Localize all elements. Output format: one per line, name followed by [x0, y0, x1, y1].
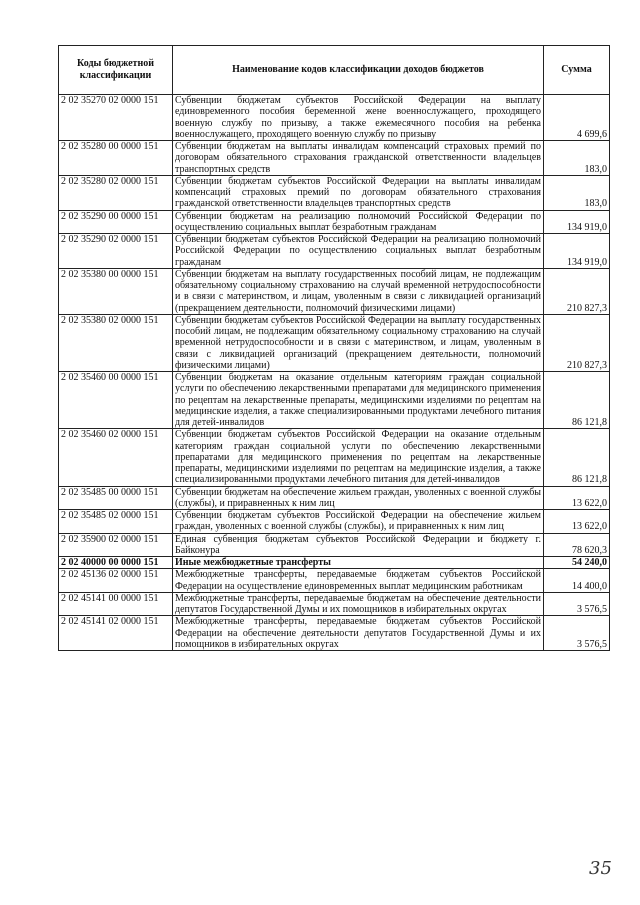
table-row [59, 234, 610, 269]
row-name: Межбюджетные трансферты, передаваемые бюджетам субъектов Российской Федерации на обеспечение деятельности депутатов Государственной Думы и их помощников в избирательных округах [173, 616, 544, 651]
row-code: 2 02 45136 02 0000 151 [59, 569, 173, 593]
table-row [59, 569, 610, 593]
row-name: Субвенции бюджетам субъектов Российской Федерации на реализацию полномочий Российской Федерации по осуществлению социальных выплат безработным гражданам [173, 234, 544, 269]
row-code: 2 02 35290 00 0000 151 [59, 210, 173, 234]
budget-classification-table [58, 45, 610, 651]
table-row [59, 210, 610, 234]
row-sum: 86 121,8 [544, 372, 610, 429]
row-sum: 13 622,0 [544, 486, 610, 510]
table-body [59, 95, 610, 651]
row-code: 2 02 35485 00 0000 151 [59, 486, 173, 510]
table-row [59, 429, 610, 486]
row-code: 2 02 35460 02 0000 151 [59, 429, 173, 486]
row-sum: 4 699,6 [544, 95, 610, 141]
row-name: Субвенции бюджетам на выплату государственных пособий лицам, не подлежащим обязательному социальному страхованию на случай временной нетрудоспособности и в связи с материнством, и лицам, уволенным в связи с ликвидацией организаций (прекращением деятельности, полномочий физическими лицами) [173, 268, 544, 314]
row-name: Субвенции бюджетам субъектов Российской Федерации на оказание отдельным категориям граждан социальной услуги по обеспечению лекарственными препаратами для медицинского применения по рецептам на лекарственные препараты, медицинскими изделиями по рецептам на медицинские изделия, а также специализированными продуктами лечебного питания для детей-инвалидов [173, 429, 544, 486]
row-code: 2 02 35900 02 0000 151 [59, 533, 173, 557]
row-code: 2 02 35380 02 0000 151 [59, 314, 173, 371]
row-name: Межбюджетные трансферты, передаваемые бюджетам субъектов Российской Федерации на осуществление единовременных выплат медицинским работникам [173, 569, 544, 593]
table-row [59, 533, 610, 557]
row-name: Субвенции бюджетам субъектов Российской Федерации на обеспечение жильем граждан, уволенных с военной службы (службы), и приравненных к ним лиц [173, 510, 544, 534]
table-row [59, 95, 610, 141]
row-code: 2 02 45141 00 0000 151 [59, 592, 173, 616]
row-sum: 210 827,3 [544, 314, 610, 371]
row-code: 2 02 35280 02 0000 151 [59, 175, 173, 210]
row-name: Субвенции бюджетам на реализацию полномочий Российской Федерации по осуществлению социальных выплат безработным гражданам [173, 210, 544, 234]
row-sum: 78 620,3 [544, 533, 610, 557]
table-header-row [59, 46, 610, 95]
table-row [59, 175, 610, 210]
row-sum: 183,0 [544, 175, 610, 210]
row-sum: 13 622,0 [544, 510, 610, 534]
page-number: 35 [589, 858, 612, 879]
row-code: 2 02 40000 00 0000 151 [59, 557, 173, 569]
row-name: Межбюджетные трансферты, передаваемые бюджетам на обеспечение деятельности депутатов Государственной Думы и их помощников в избирательных округах [173, 592, 544, 616]
row-name: Субвенции бюджетам на обеспечение жильем граждан, уволенных с военной службы (службы), и приравненных к ним лиц [173, 486, 544, 510]
row-sum: 54 240,0 [544, 557, 610, 569]
budget-table-page [58, 45, 609, 651]
row-sum: 3 576,5 [544, 616, 610, 651]
row-name: Субвенции бюджетам субъектов Российской Федерации на выплату государственных пособий лицам, не подлежащим обязательному социальному страхованию на случай временной нетрудоспособности и в связи с материнством, и лицам, уволенным в связи с ликвидацией организаций (прекращением деятельности, полномочий физическими лицами) [173, 314, 544, 371]
table-row [59, 141, 610, 176]
row-sum: 183,0 [544, 141, 610, 176]
row-code: 2 02 35270 02 0000 151 [59, 95, 173, 141]
row-sum: 134 919,0 [544, 234, 610, 269]
row-sum: 210 827,3 [544, 268, 610, 314]
row-code: 2 02 35460 00 0000 151 [59, 372, 173, 429]
row-name: Единая субвенция бюджетам субъектов Российской Федерации и бюджету г. Байконура [173, 533, 544, 557]
row-code: 2 02 35485 02 0000 151 [59, 510, 173, 534]
header-sum: Сумма [544, 46, 610, 95]
table-row [59, 486, 610, 510]
table-row [59, 314, 610, 371]
table-row [59, 557, 610, 569]
header-name: Наименование кодов классификации доходов бюджетов [173, 46, 544, 95]
row-sum: 86 121,8 [544, 429, 610, 486]
row-name: Субвенции бюджетам на оказание отдельным категориям граждан социальной услуги по обеспечению лекарственными препаратами для медицинского применения по рецептам на лекарственные препараты, медицинскими изделиями по рецептам на медицинские изделия, а также специализированными продуктами лечебного питания для детей-инвалидов [173, 372, 544, 429]
row-sum: 14 400,0 [544, 569, 610, 593]
row-sum: 134 919,0 [544, 210, 610, 234]
table-row [59, 592, 610, 616]
table-row [59, 616, 610, 651]
row-name: Иные межбюджетные трансферты [173, 557, 544, 569]
row-name: Субвенции бюджетам субъектов Российской Федерации на выплаты инвалидам компенсаций страховых премий по договорам обязательного страхования гражданской ответственности владельцев транспортных средств [173, 175, 544, 210]
row-name: Субвенции бюджетам субъектов Российской Федерации на выплату единовременного пособия беременной жене военнослужащего, проходящего военную службу по призыву, а также ежемесячного пособия на ребенка военнослужащего, проходящего военную службу по призыву [173, 95, 544, 141]
row-code: 2 02 45141 02 0000 151 [59, 616, 173, 651]
table-row [59, 510, 610, 534]
row-sum: 3 576,5 [544, 592, 610, 616]
row-code: 2 02 35380 00 0000 151 [59, 268, 173, 314]
header-code: Коды бюджетной классификации [59, 46, 173, 95]
table-row [59, 372, 610, 429]
row-code: 2 02 35280 00 0000 151 [59, 141, 173, 176]
table-row [59, 268, 610, 314]
row-name: Субвенции бюджетам на выплаты инвалидам компенсаций страховых премий по договорам обязательного страхования гражданской ответственности владельцев транспортных средств [173, 141, 544, 176]
row-code: 2 02 35290 02 0000 151 [59, 234, 173, 269]
